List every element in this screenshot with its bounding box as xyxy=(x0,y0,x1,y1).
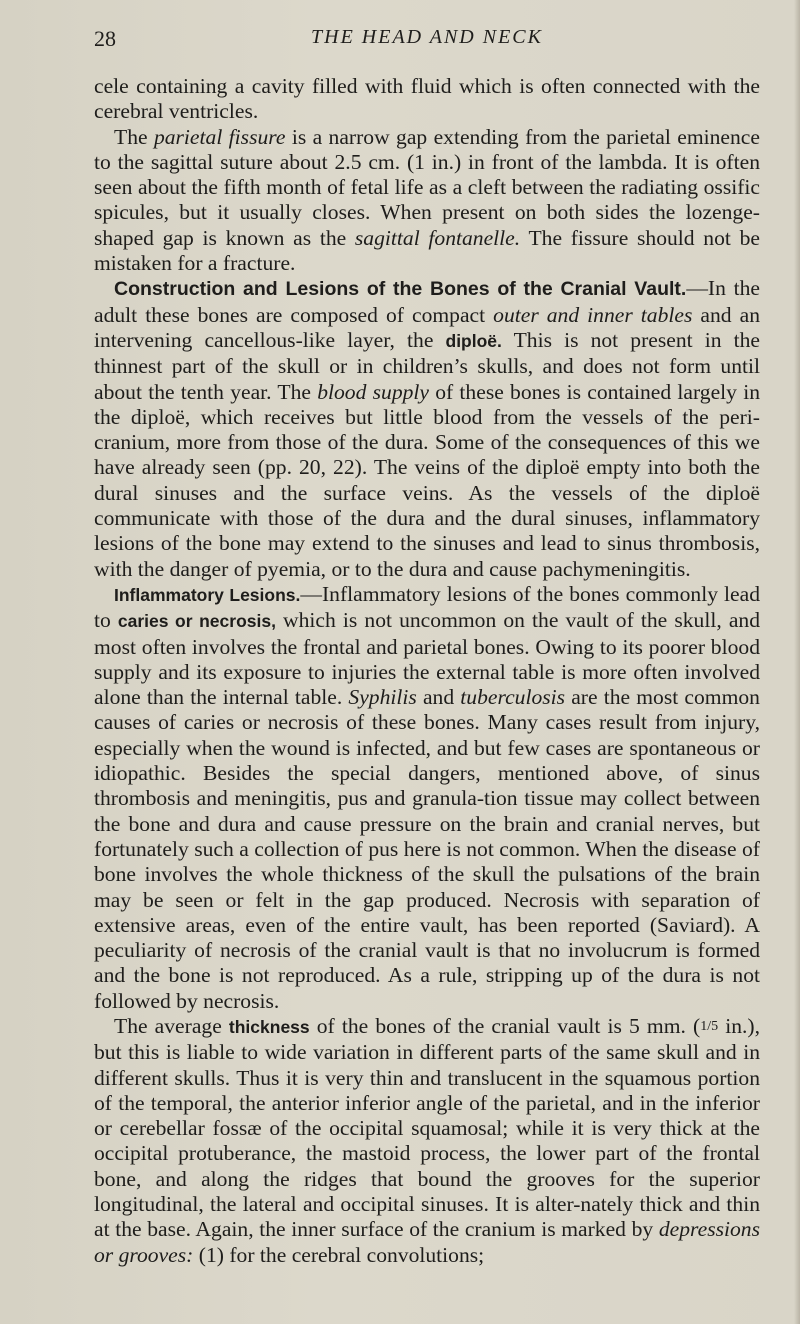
page-edge-shadow xyxy=(794,0,800,1324)
p3-text-c: This is not present in the thinnest part of the skull or in children’s skulls, and does not form until about the tenth year. The xyxy=(94,327,760,404)
section-heading-construction: Construction and Lesions of the Bones of the Cranial Vault. xyxy=(114,278,687,301)
term-caries-necrosis: caries or necrosis, xyxy=(117,611,276,632)
term-sagittal-fontanelle: sagittal fontanelle. xyxy=(354,225,521,250)
term-parietal-fissure: parietal fissure xyxy=(153,124,286,149)
fraction-one-fifth: 1/5 xyxy=(700,1018,719,1034)
p3-text-a: —In the adult these bones are composed of compact xyxy=(94,276,760,327)
p5-text-c: in.), but this is liable to wide variation in different parts of the same skull and in different skulls. Thus it is very thin and translucent in the squamous portion of the temporal, the anterior inferior angle of the parietal, and in the inferior or cerebellar fossæ of the occipital squamosal; while it is very thick at the occipital protuberance, the mastoid process, the lower part of the frontal bone, and along the ridges that bound the grooves for the superior longitudinal, the lateral and occipital sinuses. It is alter-nately thick and thin at the base. Again, the inner surface of the cranium is marked by xyxy=(94,1013,760,1242)
term-syphilis: Syphilis xyxy=(348,685,417,710)
p5-text-d: (1) for the cerebral convolutions; xyxy=(193,1242,485,1267)
p2-text-c: The fissure should not be mistaken for a fracture. xyxy=(94,225,760,276)
section-heading-inflammatory: Inflammatory Lesions. xyxy=(114,584,301,605)
p3-text-d: of these bones is contained largely in the diploë, which receives but little blood from the vessels of the peri-cranium, more from those of the dura. Some of the consequences of this we have already seen (pp. 20, 22). The veins of the diploë empty into both the dural sinuses and the surface veins. As the vessels of the diploë communicate with those of the dura and the dural sinuses, inflammatory lesions of the bone may extend to the sinuses and lead to sinus thrombosis, with the danger of pyemia, or to the dura and cause pachymeningitis. xyxy=(94,379,760,581)
p4-text-a: —Inflammatory lesions of the bones commonly lead to xyxy=(94,581,760,633)
p1-text: cele containing a cavity filled with fluid which is often connected with the cerebral ventricles. xyxy=(94,74,760,124)
body-text xyxy=(94,74,760,1268)
paragraph-4 xyxy=(94,582,760,1014)
paragraph-1 xyxy=(94,74,760,125)
p2-text-a: The xyxy=(114,124,154,149)
paragraph-3 xyxy=(94,276,760,582)
p4-text-b: which is not uncommon on the vault of the skull, and most often involves the frontal and parietal bones. Owing to its poorer blood supply and its exposure to injuries the external table is more often involved alone than the internal table. xyxy=(94,608,760,710)
page-header xyxy=(94,22,760,56)
term-thickness: thickness xyxy=(228,1016,310,1037)
term-depressions-grooves: depressions or grooves: xyxy=(94,1217,760,1267)
p5-text-a: The average xyxy=(114,1013,229,1038)
running-title: THE HEAD AND NECK xyxy=(311,26,543,48)
paragraph-2 xyxy=(94,125,760,277)
page-number: 28 xyxy=(94,26,116,51)
term-diploe: diploë. xyxy=(445,330,502,351)
term-outer-inner-tables: outer and inner tables xyxy=(493,302,693,327)
term-tuberculosis: tuberculosis xyxy=(460,685,566,710)
p3-text-b: and an intervening cancellous-like layer, the xyxy=(94,302,760,352)
paragraph-5 xyxy=(94,1014,760,1268)
p4-text-c: and xyxy=(416,685,461,710)
term-blood-supply: blood supply xyxy=(317,379,429,404)
p2-text-b: is a narrow gap extending from the parietal eminence to the sagittal suture about 2.5 cm. (1 in.) in front of the lambda. It is often seen about the fifth month of fetal life as a cleft between the radiating ossific spicules, but it usually closes. When present on both sides the lozenge-shaped gap is known as the xyxy=(94,124,760,250)
p5-text-b: of the bones of the cranial vault is 5 mm. ( xyxy=(309,1013,701,1038)
p4-text-d: are the most common causes of caries or necrosis of these bones. Many cases result from injury, especially when the wound is infected, and but few cases are spontaneous or idiopathic. Besides the special dangers, mentioned above, of sinus thrombosis and meningitis, pus and granula-tion tissue may collect between the bone and dura and cause pressure on the brain and cranial nerves, but fortunately such a collection of pus here is not common. When the disease of bone involves the whole thickness of the skull the pulsations of the brain may be seen or felt in the gap produced. Necrosis with separation of extensive areas, even of the entire vault, has been reported (Saviard). A peculiarity of necrosis of the cranial vault is that no involucrum is formed and the bone is not reproduced. As a rule, stripping up of the dura is not followed by necrosis. xyxy=(94,685,760,1013)
